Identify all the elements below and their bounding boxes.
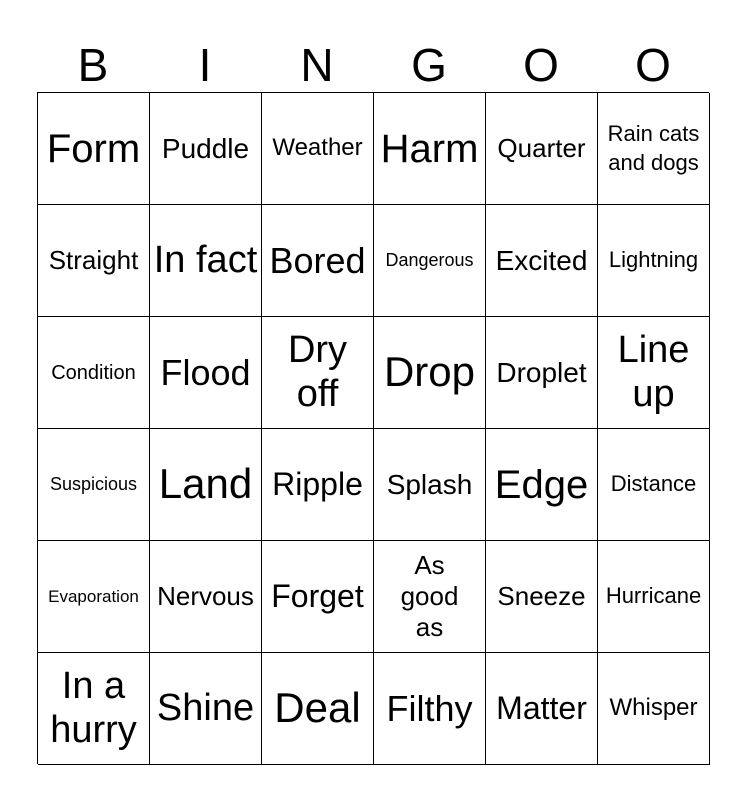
bingo-cell [150,317,262,429]
cell-text: Sneeze [497,580,586,611]
bingo-cell [374,653,486,765]
cell-text: In a hurry [50,664,137,751]
cell-text: As good as [400,549,459,643]
header-letter-o2: O [635,39,671,91]
bingo-cell [38,317,150,429]
bingo-cell [486,93,598,205]
header-letter-b: B [77,39,109,91]
cell-text: Bored [269,239,366,281]
cell-text: Harm [380,126,479,171]
bingo-cell [486,317,598,429]
cell-text: Flood [160,351,251,393]
cell-text: Evaporation [48,586,139,606]
cell-text: Dangerous [385,250,474,271]
bingo-cell [150,653,262,765]
bingo-cell [38,653,150,765]
cell-text: Puddle [161,132,250,164]
header-letter-n: N [300,39,334,91]
cell-text: Matter [496,690,587,727]
cell-text: Weather [272,134,363,162]
cell-text: Filthy [386,687,473,729]
bingo-cell [150,93,262,205]
cell-text: Excited [495,244,588,276]
bingo-cell [486,653,598,765]
cell-text: Edge [494,462,589,507]
bingo-cell [262,541,374,653]
bingo-cell [38,205,150,317]
cell-text: Lightning [608,247,699,273]
header-letter-o1: O [523,39,559,91]
bingo-cell [38,541,150,653]
header-letter-i: I [198,39,212,91]
cell-text: Dry off [287,328,348,415]
cell-text: Shine [156,686,255,729]
cell-text: Straight [48,244,139,275]
cell-text: Land [158,460,253,508]
bingo-cell [486,541,598,653]
bingo-header [37,38,709,92]
bingo-cell [262,93,374,205]
bingo-cell [598,429,710,541]
bingo-cell [262,653,374,765]
bingo-cell [486,205,598,317]
cell-text: Drop [383,348,476,396]
bingo-cell [262,429,374,541]
bingo-cell [38,429,150,541]
bingo-cell [150,205,262,317]
bingo-cell [262,205,374,317]
cell-text: Nervous [157,580,254,611]
cell-text: Suspicious [49,474,138,495]
cell-text: Hurricane [605,583,702,609]
bingo-cell [374,429,486,541]
cell-text: Splash [386,468,473,500]
bingo-cell [374,205,486,317]
cell-text: Form [46,126,141,171]
cell-text: Condition [51,361,136,384]
cell-text: Distance [610,471,697,497]
cell-text: Deal [274,684,361,732]
cell-text: Whisper [609,694,698,722]
cell-text: In fact [153,238,258,281]
bingo-cell [150,541,262,653]
bingo-grid [37,92,709,764]
cell-text: Droplet [496,356,587,388]
bingo-cell [38,93,150,205]
cell-text: Line up [617,328,690,415]
bingo-cell [598,205,710,317]
cell-text: Ripple [272,466,363,503]
bingo-cell [598,93,710,205]
bingo-cell [598,317,710,429]
bingo-cell [374,317,486,429]
bingo-cell [374,541,486,653]
bingo-cell [598,541,710,653]
header-letter-g: G [411,39,447,91]
bingo-cell [150,429,262,541]
cell-text: Rain cats and dogs [607,120,700,175]
cell-text: Forget [271,578,364,615]
bingo-cell [598,653,710,765]
cell-text: Quarter [497,132,586,163]
bingo-cell [262,317,374,429]
bingo-cell [374,93,486,205]
bingo-cell [486,429,598,541]
